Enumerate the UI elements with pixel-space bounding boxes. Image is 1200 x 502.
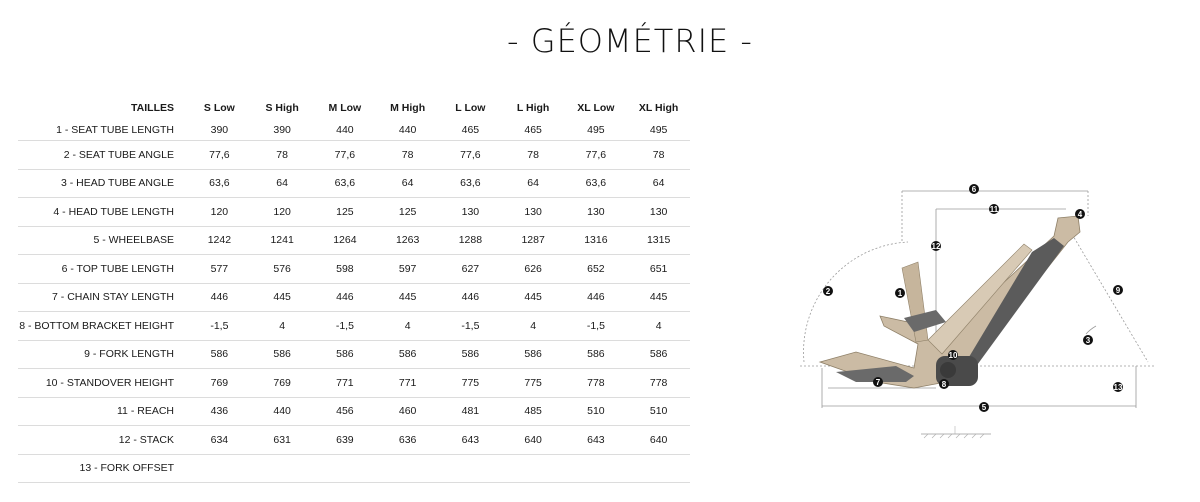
table-cell: 778 <box>627 369 690 398</box>
row-label: 5 - WHEELBASE <box>18 226 188 255</box>
table-cell: 465 <box>439 120 502 141</box>
table-cell: 626 <box>502 255 565 284</box>
svg-text:13: 13 <box>1113 383 1123 392</box>
table-cell <box>627 454 690 483</box>
svg-text:12: 12 <box>931 242 941 251</box>
size-header-s-low: S Low <box>203 102 235 114</box>
table-cell: 510 <box>565 397 628 426</box>
table-row <box>18 255 690 284</box>
row-label: 9 - FORK LENGTH <box>18 340 188 369</box>
table-cell: 495 <box>627 120 690 141</box>
table-cell: 586 <box>314 340 377 369</box>
table-cell <box>565 454 628 483</box>
table-cell: 120 <box>188 198 251 227</box>
table-cell: 778 <box>565 369 628 398</box>
svg-text:2: 2 <box>825 287 831 296</box>
table-cell: 495 <box>565 120 628 141</box>
marker-12 <box>931 241 941 251</box>
row-label: 4 - HEAD TUBE LENGTH <box>18 198 188 227</box>
marker-13 <box>1113 382 1123 392</box>
table-row <box>18 169 690 198</box>
row-label: 6 - TOP TUBE LENGTH <box>18 255 188 284</box>
table-cell: 1264 <box>314 226 377 255</box>
table-cell: 130 <box>565 198 628 227</box>
table-cell: 481 <box>439 397 502 426</box>
table-cell: 771 <box>314 369 377 398</box>
table-cell: 1242 <box>188 226 251 255</box>
row-label: 1 - SEAT TUBE LENGTH <box>18 120 188 141</box>
table-cell: 64 <box>502 169 565 198</box>
table-cell: 445 <box>251 283 314 312</box>
table-cell: 636 <box>376 426 439 455</box>
table-cell: 77,6 <box>565 141 628 170</box>
table-cell: 586 <box>376 340 439 369</box>
table-cell: 769 <box>188 369 251 398</box>
bike-geometry-diagram <box>796 176 1156 444</box>
table-cell: 1287 <box>502 226 565 255</box>
ground-hatch <box>924 426 984 438</box>
table-cell <box>502 454 565 483</box>
table-cell: 598 <box>314 255 377 284</box>
table-cell: 440 <box>376 120 439 141</box>
table-cell: 130 <box>502 198 565 227</box>
table-cell: 639 <box>314 426 377 455</box>
table-cell <box>314 454 377 483</box>
svg-text:8: 8 <box>941 380 947 389</box>
table-row <box>18 426 690 455</box>
table-cell: 120 <box>251 198 314 227</box>
table-cell: 446 <box>188 283 251 312</box>
table-cell: -1,5 <box>565 312 628 341</box>
size-header-xl-high: XL High <box>638 102 679 114</box>
table-cell <box>188 454 251 483</box>
table-cell: 586 <box>188 340 251 369</box>
table-cell: 63,6 <box>314 169 377 198</box>
row-label: 7 - CHAIN STAY LENGTH <box>18 283 188 312</box>
size-header-m-low: M Low <box>328 102 362 114</box>
table-cell: 130 <box>627 198 690 227</box>
row-label: 12 - STACK <box>18 426 188 455</box>
table-row <box>18 120 690 141</box>
table-cell: 651 <box>627 255 690 284</box>
table-cell: 465 <box>502 120 565 141</box>
table-cell: 390 <box>251 120 314 141</box>
marker-6 <box>969 184 979 194</box>
row-label: 10 - STANDOVER HEIGHT <box>18 369 188 398</box>
table-cell: 586 <box>565 340 628 369</box>
table-row <box>18 198 690 227</box>
table-cell: 125 <box>314 198 377 227</box>
marker-2 <box>823 286 833 296</box>
marker-8 <box>939 379 949 389</box>
table-cell: 460 <box>376 397 439 426</box>
table-cell: 445 <box>502 283 565 312</box>
table-cell: 597 <box>376 255 439 284</box>
table-cell: 640 <box>502 426 565 455</box>
table-cell: 78 <box>502 141 565 170</box>
table-cell: 771 <box>376 369 439 398</box>
table-cell: -1,5 <box>314 312 377 341</box>
table-cell: 775 <box>502 369 565 398</box>
geometry-table <box>18 96 690 483</box>
table-cell <box>376 454 439 483</box>
svg-text:5: 5 <box>981 403 987 412</box>
marker-5 <box>979 402 989 412</box>
marker-11 <box>989 204 999 214</box>
table-cell: 64 <box>251 169 314 198</box>
marker-4 <box>1075 209 1085 219</box>
table-cell: 440 <box>314 120 377 141</box>
page-title: - GÉOMÉTRIE - <box>507 22 753 60</box>
table-row <box>18 340 690 369</box>
table-cell: 631 <box>251 426 314 455</box>
size-header-l-low: L Low <box>455 102 486 114</box>
table-cell <box>439 454 502 483</box>
table-cell: 652 <box>565 255 628 284</box>
table-cell: 1315 <box>627 226 690 255</box>
table-cell: -1,5 <box>439 312 502 341</box>
size-header-row <box>18 96 690 120</box>
table-cell: 4 <box>251 312 314 341</box>
row-label: 2 - SEAT TUBE ANGLE <box>18 141 188 170</box>
row-label: 3 - HEAD TUBE ANGLE <box>18 169 188 198</box>
table-cell: 78 <box>627 141 690 170</box>
table-cell: 576 <box>251 255 314 284</box>
table-cell: 4 <box>627 312 690 341</box>
table-cell: 64 <box>376 169 439 198</box>
table-cell: 643 <box>439 426 502 455</box>
row-label: 8 - BOTTOM BRACKET HEIGHT <box>18 312 188 341</box>
table-cell: 627 <box>439 255 502 284</box>
table-cell: 63,6 <box>439 169 502 198</box>
table-row <box>18 312 690 341</box>
table-cell: 130 <box>439 198 502 227</box>
table-cell: 456 <box>314 397 377 426</box>
table-cell: 1241 <box>251 226 314 255</box>
svg-text:10: 10 <box>948 351 958 360</box>
table-cell: 390 <box>188 120 251 141</box>
svg-text:11: 11 <box>989 205 999 214</box>
table-cell: 643 <box>565 426 628 455</box>
svg-text:1: 1 <box>897 289 903 298</box>
table-cell: 4 <box>502 312 565 341</box>
table-cell: 1316 <box>565 226 628 255</box>
table-cell: 769 <box>251 369 314 398</box>
marker-10 <box>948 350 958 360</box>
table-cell: 1288 <box>439 226 502 255</box>
sizes-header-label: TAILLES <box>131 102 174 114</box>
marker-3 <box>1083 335 1093 345</box>
svg-text:6: 6 <box>971 185 977 194</box>
bike-frame <box>820 216 1080 388</box>
table-cell: 78 <box>376 141 439 170</box>
table-cell: 63,6 <box>565 169 628 198</box>
table-cell: 77,6 <box>188 141 251 170</box>
row-label: 13 - FORK OFFSET <box>18 454 188 483</box>
table-cell <box>251 454 314 483</box>
table-row <box>18 369 690 398</box>
table-cell: 436 <box>188 397 251 426</box>
size-header-m-high: M High <box>390 102 426 114</box>
marker-9 <box>1113 285 1123 295</box>
marker-7 <box>873 377 883 387</box>
table-cell: 446 <box>314 283 377 312</box>
table-cell: 4 <box>376 312 439 341</box>
table-cell: 634 <box>188 426 251 455</box>
table-cell: 446 <box>439 283 502 312</box>
svg-text:7: 7 <box>875 378 881 387</box>
table-cell: 440 <box>251 397 314 426</box>
table-cell: 577 <box>188 255 251 284</box>
table-row <box>18 283 690 312</box>
table-row <box>18 226 690 255</box>
svg-text:4: 4 <box>1077 210 1083 219</box>
table-cell: 445 <box>627 283 690 312</box>
table-row <box>18 141 690 170</box>
table-cell: 445 <box>376 283 439 312</box>
table-cell: -1,5 <box>188 312 251 341</box>
table-cell: 78 <box>251 141 314 170</box>
table-cell: 125 <box>376 198 439 227</box>
svg-text:3: 3 <box>1085 336 1091 345</box>
table-cell: 586 <box>439 340 502 369</box>
table-cell: 63,6 <box>188 169 251 198</box>
table-cell: 485 <box>502 397 565 426</box>
table-cell: 510 <box>627 397 690 426</box>
svg-text:9: 9 <box>1115 286 1121 295</box>
marker-1 <box>895 288 905 298</box>
table-row <box>18 397 690 426</box>
table-cell: 446 <box>565 283 628 312</box>
size-header-l-high: L High <box>516 102 550 114</box>
table-cell: 64 <box>627 169 690 198</box>
table-cell: 77,6 <box>439 141 502 170</box>
table-cell: 640 <box>627 426 690 455</box>
table-cell: 586 <box>502 340 565 369</box>
row-label: 11 - REACH <box>18 397 188 426</box>
table-cell: 586 <box>627 340 690 369</box>
table-cell: 586 <box>251 340 314 369</box>
size-header-s-high: S High <box>265 102 299 114</box>
table-cell: 77,6 <box>314 141 377 170</box>
table-row <box>18 454 690 483</box>
size-header-xl-low: XL Low <box>577 102 615 114</box>
table-cell: 1263 <box>376 226 439 255</box>
table-cell: 775 <box>439 369 502 398</box>
